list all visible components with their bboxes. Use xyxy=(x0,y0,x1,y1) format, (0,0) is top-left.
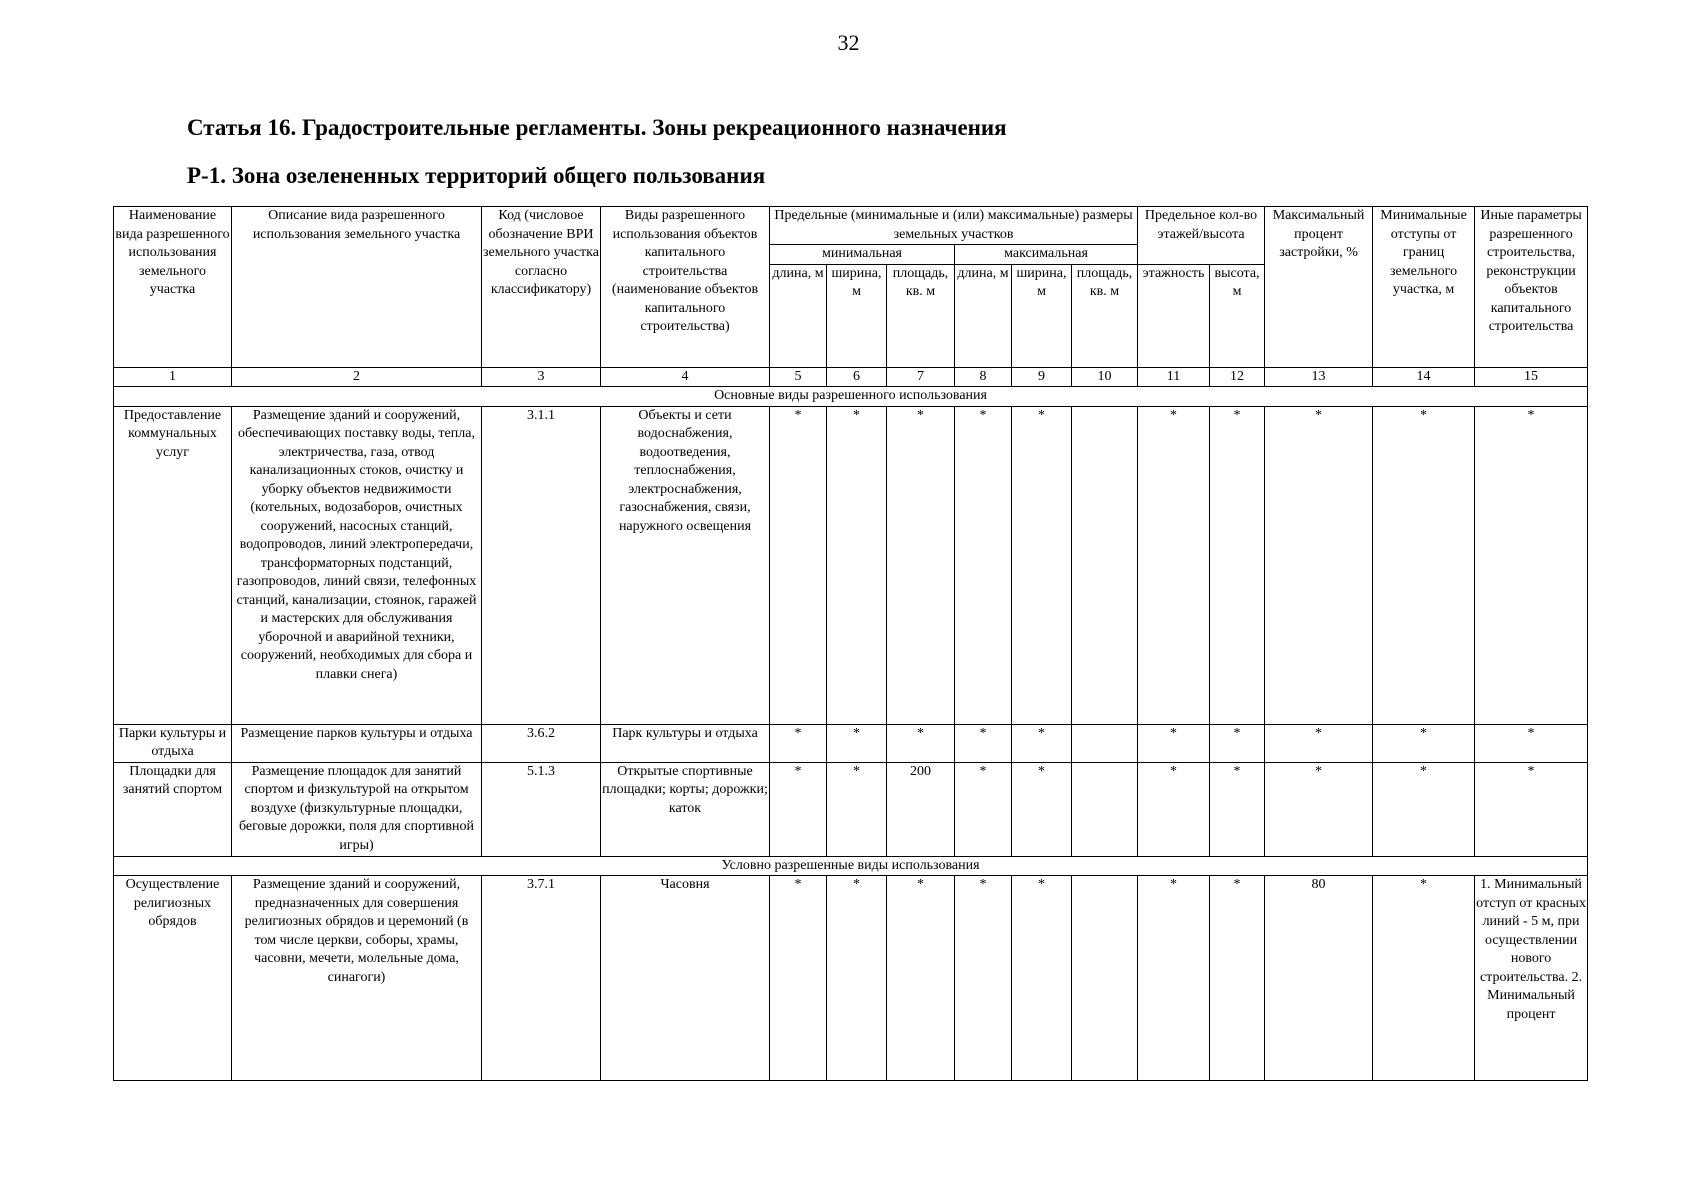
row-height: * xyxy=(1210,724,1265,762)
column-numbers-row xyxy=(114,367,1588,387)
row-objects: Парк культуры и отдыха xyxy=(601,724,770,762)
header-objects: Виды разрешенного использования объектов капитального строительства (наименование объектов капитального строительства) xyxy=(601,207,770,368)
row-max-width: * xyxy=(1012,724,1072,762)
row-max-width: * xyxy=(1012,762,1072,856)
row-max-area xyxy=(1072,406,1138,724)
header-max-width: ширина, м xyxy=(1012,264,1072,367)
row-floors: * xyxy=(1138,762,1210,856)
header-max-area: площадь, кв. м xyxy=(1072,264,1138,367)
row-objects: Открытые спортивные площадки; корты; дорожки; каток xyxy=(601,762,770,856)
row-max-area xyxy=(1072,724,1138,762)
column-number: 14 xyxy=(1373,367,1475,387)
row-min-length: * xyxy=(770,762,827,856)
row-max-length: * xyxy=(955,876,1012,1081)
section-conditional-heading: Условно разрешенные виды использования xyxy=(114,856,1588,876)
table-row xyxy=(114,724,1588,762)
column-number: 1 xyxy=(114,367,232,387)
column-number: 4 xyxy=(601,367,770,387)
row-code: 3.7.1 xyxy=(482,876,601,1081)
row-min-area: * xyxy=(887,876,955,1081)
row-min-area: * xyxy=(887,724,955,762)
row-code: 5.1.3 xyxy=(482,762,601,856)
row-min-width: * xyxy=(827,762,887,856)
column-number: 13 xyxy=(1265,367,1373,387)
row-code: 3.6.2 xyxy=(482,724,601,762)
zone-title: Р-1. Зона озелененных территорий общего пользования xyxy=(187,163,766,188)
row-name: Площадки для занятий спортом xyxy=(114,762,232,856)
column-number: 9 xyxy=(1012,367,1072,387)
column-number: 15 xyxy=(1475,367,1588,387)
column-number: 3 xyxy=(482,367,601,387)
header-minimal: минимальная xyxy=(770,245,955,265)
row-max-length: * xyxy=(955,762,1012,856)
header-min-area: площадь, кв. м xyxy=(887,264,955,367)
header-floors-group: Предельное кол-во этажей/высота xyxy=(1138,207,1265,265)
row-min-width: * xyxy=(827,876,887,1081)
row-max-area xyxy=(1072,876,1138,1081)
row-other: * xyxy=(1475,724,1588,762)
row-other: * xyxy=(1475,762,1588,856)
row-min-width: * xyxy=(827,406,887,724)
row-name: Предоставление коммунальных услуг xyxy=(114,406,232,724)
regulations-table xyxy=(113,206,1588,1081)
row-height: * xyxy=(1210,876,1265,1081)
row-name: Парки культуры и отдыха xyxy=(114,724,232,762)
row-max-length: * xyxy=(955,406,1012,724)
column-number: 10 xyxy=(1072,367,1138,387)
row-height: * xyxy=(1210,762,1265,856)
header-min-setback: Минимальные отступы от границ земельного участка, м xyxy=(1373,207,1475,368)
row-min-width: * xyxy=(827,724,887,762)
header-description: Описание вида разрешенного использования земельного участка xyxy=(232,207,482,368)
column-number: 8 xyxy=(955,367,1012,387)
header-min-length: длина, м xyxy=(770,264,827,367)
header-floors: этажность xyxy=(1138,264,1210,367)
row-min-area: * xyxy=(887,406,955,724)
row-name: Осуществление религиозных обрядов xyxy=(114,876,232,1081)
row-min-length: * xyxy=(770,876,827,1081)
header-code: Код (числовое обозначение ВРИ земельного участка согласно классификатору) xyxy=(482,207,601,368)
row-max-length: * xyxy=(955,724,1012,762)
row-description: Размещение площадок для занятий спортом и физкультурой на открытом воздухе (физкультурные площадки, беговые дорожки, поля для спортивной игры) xyxy=(232,762,482,856)
table-row xyxy=(114,762,1588,856)
header-size-limits: Предельные (минимальные и (или) максимальные) размеры земельных участков xyxy=(770,207,1138,245)
row-max-width: * xyxy=(1012,406,1072,724)
row-min-setback: * xyxy=(1373,876,1475,1081)
header-min-width: ширина, м xyxy=(827,264,887,367)
row-objects: Часовня xyxy=(601,876,770,1081)
row-description: Размещение зданий и сооружений, обеспечивающих поставку воды, тепла, электричества, газа, отвод канализационных стоков, очистку и уборку объектов недвижимости (котельных, водозаборов, очистных сооружений, насосных станций, водопроводов, линий электропередачи, трансформаторных подстанций, газопроводов, линий связи, телефонных станций, канализации, стоянок, гаражей и мастерских для обслуживания уборочной и аварийной техники, сооружений, необходимых для сбора и плавки снега) xyxy=(232,406,482,724)
column-number: 2 xyxy=(232,367,482,387)
row-floors: * xyxy=(1138,876,1210,1081)
row-max-percent: * xyxy=(1265,762,1373,856)
header-name: Наименование вида разрешенного использования земельного участка xyxy=(114,207,232,368)
header-other: Иные параметры разрешенного строительства, реконструкции объектов капитального строительства xyxy=(1475,207,1588,368)
table-row xyxy=(114,876,1588,1081)
row-floors: * xyxy=(1138,724,1210,762)
row-description: Размещение зданий и сооружений, предназначенных для совершения религиозных обрядов и церемоний (в том числе церкви, соборы, храмы, часовни, мечети, молельные дома, синагоги) xyxy=(232,876,482,1081)
row-min-length: * xyxy=(770,406,827,724)
row-floors: * xyxy=(1138,406,1210,724)
row-max-percent: 80 xyxy=(1265,876,1373,1081)
header-max-percent: Максимальный процент застройки, % xyxy=(1265,207,1373,368)
row-min-setback: * xyxy=(1373,762,1475,856)
row-min-setback: * xyxy=(1373,406,1475,724)
column-number: 6 xyxy=(827,367,887,387)
column-number: 11 xyxy=(1138,367,1210,387)
row-max-percent: * xyxy=(1265,406,1373,724)
article-title: Статья 16. Градостроительные регламенты. Зоны рекреационного назначения xyxy=(187,115,1007,140)
header-max-length: длина, м xyxy=(955,264,1012,367)
header-maximal: максимальная xyxy=(955,245,1138,265)
row-other: 1. Минимальный отступ от красных линий - 5 м, при осуществлении нового строительства. 2. Минимальный процент xyxy=(1475,876,1588,1081)
row-min-area: 200 xyxy=(887,762,955,856)
row-min-setback: * xyxy=(1373,724,1475,762)
table-row xyxy=(114,406,1588,724)
row-height: * xyxy=(1210,406,1265,724)
column-number: 5 xyxy=(770,367,827,387)
row-max-width: * xyxy=(1012,876,1072,1081)
header-height: высота, м xyxy=(1210,264,1265,367)
row-max-area xyxy=(1072,762,1138,856)
column-number: 12 xyxy=(1210,367,1265,387)
row-objects: Объекты и сети водоснабжения, водоотведения, теплоснабжения, электроснабжения, газоснабжения, связи, наружного освещения xyxy=(601,406,770,724)
row-description: Размещение парков культуры и отдыха xyxy=(232,724,482,762)
page-number: 32 xyxy=(837,30,860,55)
section-main-heading: Основные виды разрешенного использования xyxy=(114,387,1588,407)
column-number: 7 xyxy=(887,367,955,387)
row-min-length: * xyxy=(770,724,827,762)
row-max-percent: * xyxy=(1265,724,1373,762)
row-code: 3.1.1 xyxy=(482,406,601,724)
row-other: * xyxy=(1475,406,1588,724)
